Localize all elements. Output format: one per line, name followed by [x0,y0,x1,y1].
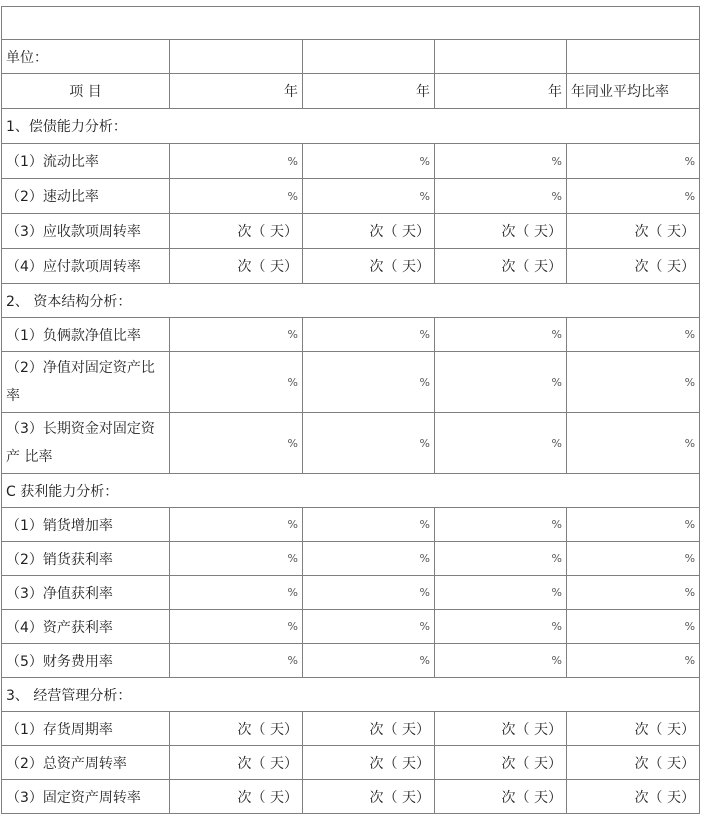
unit-cell: % [435,179,567,214]
unit-cell: 次（ 天） [435,780,567,814]
table-row [2,318,700,352]
table-row [2,576,700,610]
unit-cell: % [303,144,435,179]
unit-cell-year2 [303,40,435,74]
table-row [2,249,700,284]
unit-cell: % [435,413,567,474]
row-label: （1）销货增加率 [2,508,170,542]
section-header-row [2,474,700,508]
table-row [2,179,700,214]
unit-cell: % [170,144,303,179]
row-label: （3）净值获利率 [2,576,170,610]
unit-cell: 次（ 天） [567,712,700,746]
unit-cell: 次（ 天） [435,249,567,284]
unit-cell: 次（ 天） [170,746,303,780]
unit-cell: % [303,644,435,678]
row-label: （4）资产获利率 [2,610,170,644]
table-row [2,214,700,249]
sections-body [2,109,700,814]
unit-cell: % [435,318,567,352]
unit-cell: % [435,144,567,179]
header-industry-average: 年同业平均比率 [567,74,700,109]
unit-cell: % [170,352,303,413]
row-label: （2）总资产周转率 [2,746,170,780]
header-row [2,74,700,109]
unit-cell: % [435,352,567,413]
unit-cell: 次（ 天） [303,249,435,284]
unit-cell: 次（ 天） [567,780,700,814]
row-label: （4）应付款项周转率 [2,249,170,284]
financial-ratio-table [1,6,700,814]
unit-cell: % [303,508,435,542]
unit-cell: % [170,542,303,576]
unit-cell: % [567,542,700,576]
unit-cell: % [435,610,567,644]
row-label: （5）财务费用率 [2,644,170,678]
unit-cell: % [567,576,700,610]
unit-cell: % [170,576,303,610]
unit-cell: % [567,644,700,678]
header-item: 项 目 [2,74,170,109]
unit-cell: 次（ 天） [170,712,303,746]
row-label: （1）存货周期率 [2,712,170,746]
header-year-2: 年 [303,74,435,109]
unit-cell: % [303,179,435,214]
unit-cell: % [303,318,435,352]
unit-cell: 次（ 天） [170,214,303,249]
row-label: （3）长期资金对固定资产 比率 [2,413,170,474]
unit-row [2,40,700,74]
unit-cell: % [170,644,303,678]
section-header-row [2,678,700,712]
unit-cell: % [170,413,303,474]
table-row [2,352,700,413]
unit-cell: % [170,508,303,542]
unit-cell: % [567,508,700,542]
unit-cell: 次（ 天） [303,780,435,814]
unit-cell: 次（ 天） [435,746,567,780]
table-row [2,712,700,746]
table-row [2,644,700,678]
row-label: （3）应收款项周转率 [2,214,170,249]
unit-cell: 次（ 天） [170,780,303,814]
unit-cell: % [435,576,567,610]
table-row [2,508,700,542]
table-title-row [2,7,700,40]
unit-cell: 次（ 天） [567,214,700,249]
unit-cell: % [567,179,700,214]
unit-cell: % [435,508,567,542]
unit-cell: % [567,610,700,644]
table-row [2,746,700,780]
header-year-3: 年 [435,74,567,109]
unit-cell-industry [567,40,700,74]
unit-cell: 次（ 天） [303,214,435,249]
unit-cell-year3 [435,40,567,74]
unit-cell: % [303,413,435,474]
row-label: （1）负俩款净值比率 [2,318,170,352]
unit-cell: % [170,179,303,214]
header-year-1: 年 [170,74,303,109]
unit-cell: % [567,144,700,179]
unit-cell: 次（ 天） [567,746,700,780]
unit-cell: % [303,352,435,413]
section-title: 1、偿债能力分析： [2,109,700,144]
unit-cell: 次（ 天） [303,712,435,746]
table-row [2,780,700,814]
unit-cell-year1 [170,40,303,74]
unit-cell: % [170,318,303,352]
unit-cell: 次（ 天） [170,249,303,284]
row-label: （2）速动比率 [2,179,170,214]
unit-label: 单位： [2,40,170,74]
unit-cell: % [435,542,567,576]
row-label: （3）固定资产周转率 [2,780,170,814]
unit-cell: % [567,318,700,352]
unit-cell: % [567,352,700,413]
row-label: （2）销货获利率 [2,542,170,576]
table-title-cell [2,7,700,40]
table-row [2,542,700,576]
unit-cell: % [303,542,435,576]
unit-cell: 次（ 天） [303,746,435,780]
unit-cell: 次（ 天） [567,249,700,284]
unit-cell: % [303,576,435,610]
unit-cell: 次（ 天） [435,712,567,746]
unit-cell: 次（ 天） [435,214,567,249]
section-header-row [2,109,700,144]
row-label: （1）流动比率 [2,144,170,179]
section-title: 3、 经营管理分析： [2,678,700,712]
unit-cell: % [170,610,303,644]
table-row [2,610,700,644]
unit-cell: % [303,610,435,644]
section-title: C 获利能力分析： [2,474,700,508]
table-row [2,144,700,179]
section-title: 2、 资本结构分析： [2,284,700,318]
table-row [2,413,700,474]
section-header-row [2,284,700,318]
row-label: （2）净值对固定资产比率 [2,352,170,413]
unit-cell: % [435,644,567,678]
unit-cell: % [567,413,700,474]
